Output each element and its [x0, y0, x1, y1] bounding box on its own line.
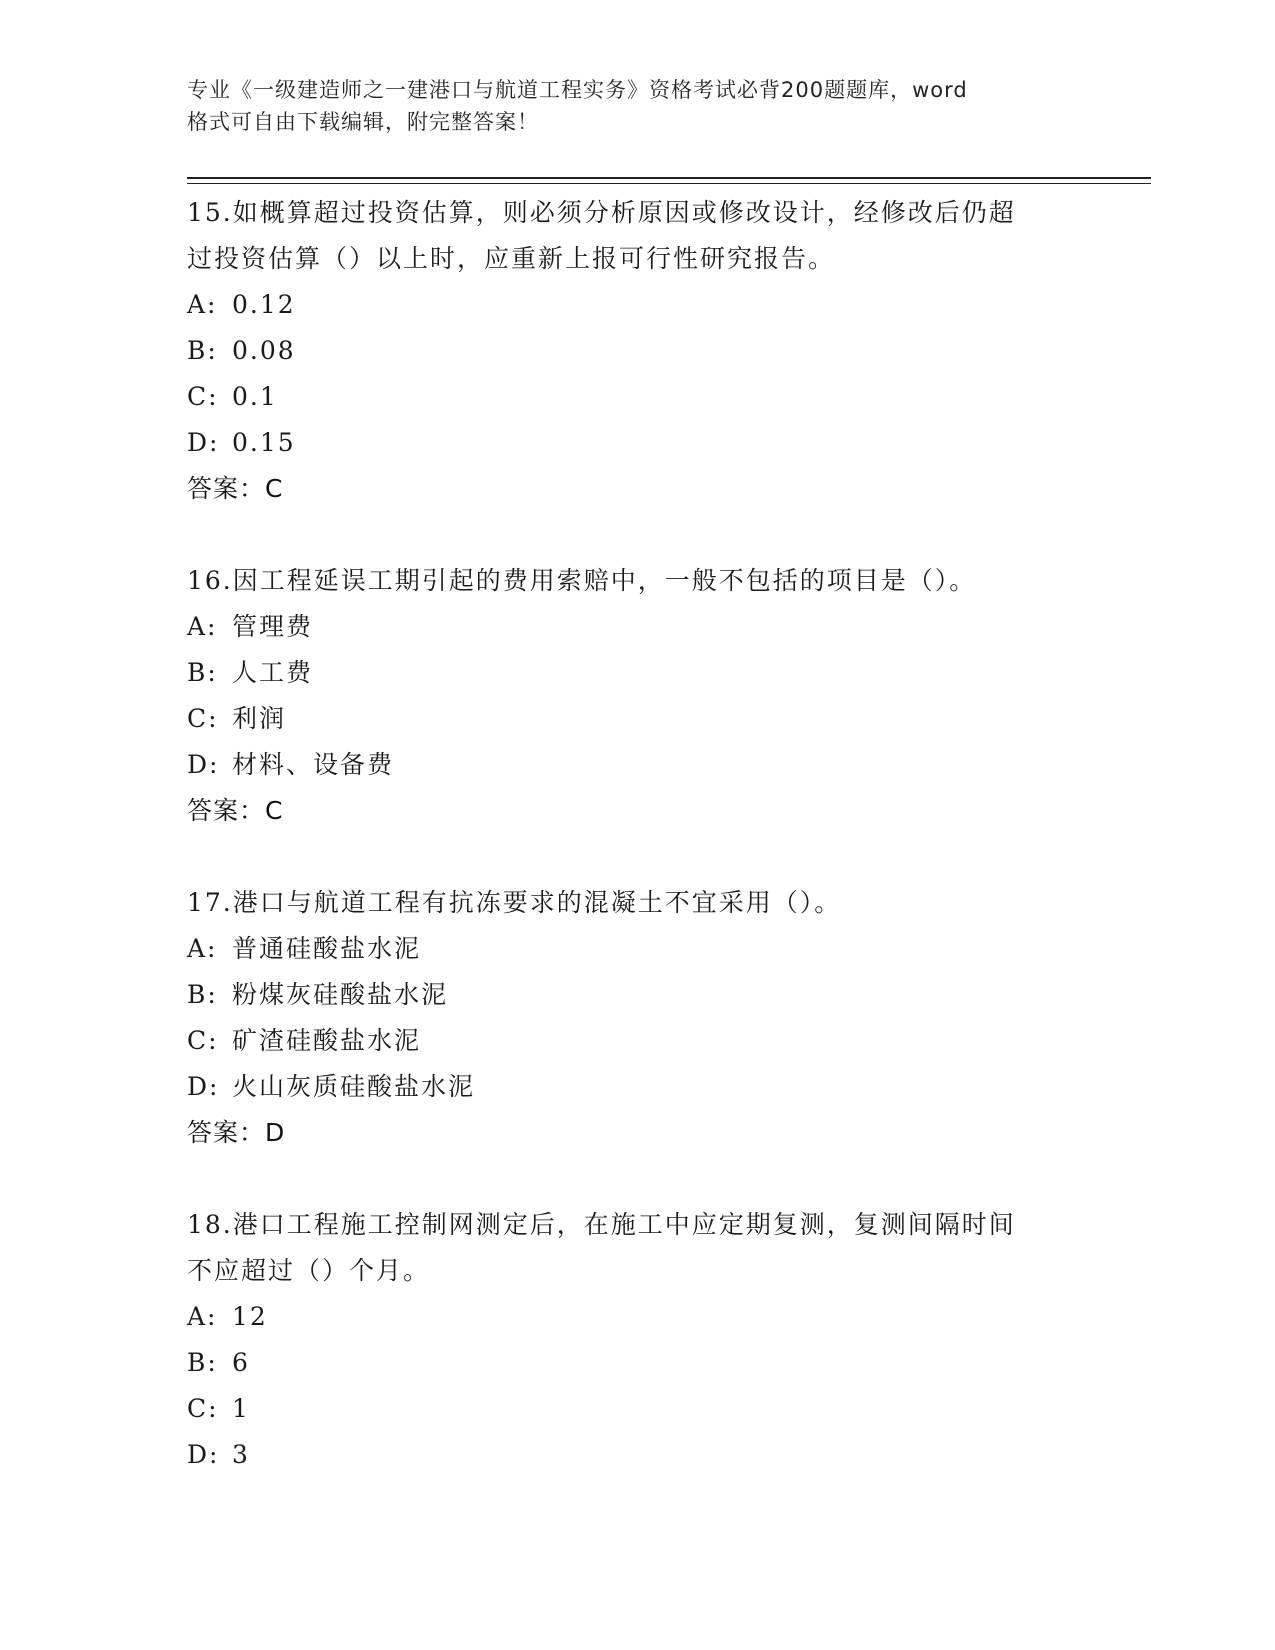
option-label: B:	[187, 980, 218, 1009]
question-stem-line: 不应超过（）个月。	[187, 1256, 431, 1285]
option-a	[187, 604, 1087, 650]
option-text: 普通硅酸盐水泥	[232, 934, 422, 963]
option-c	[187, 374, 1087, 420]
header-line-2: 格式可自由下载编辑，附完整答案！	[187, 110, 539, 134]
option-label: A:	[187, 934, 218, 963]
option-text: 管理费	[232, 612, 314, 641]
option-label: D:	[187, 1440, 220, 1469]
option-label: D:	[187, 428, 220, 457]
option-label: A:	[187, 1302, 218, 1331]
spacer	[187, 834, 1087, 880]
option-text: 3	[232, 1440, 250, 1469]
option-a	[187, 1294, 1087, 1340]
document-header	[187, 74, 1087, 138]
option-text: 0.15	[232, 428, 296, 457]
option-text: 6	[232, 1348, 250, 1377]
option-c	[187, 696, 1087, 742]
option-label: B:	[187, 336, 218, 365]
answer: 答案：C	[187, 796, 284, 825]
option-text: 矿渣硅酸盐水泥	[232, 1026, 422, 1055]
option-text: 0.12	[232, 290, 296, 319]
answer: 答案：D	[187, 1118, 286, 1147]
option-label: C:	[187, 704, 219, 733]
header-divider-thin	[187, 183, 1151, 184]
option-label: A:	[187, 612, 218, 641]
option-a	[187, 926, 1087, 972]
option-text: 粉煤灰硅酸盐水泥	[232, 980, 449, 1009]
option-c	[187, 1018, 1087, 1064]
question-list	[187, 190, 1087, 1478]
question-16	[187, 558, 1087, 834]
spacer	[187, 512, 1087, 558]
option-text: 12	[232, 1302, 268, 1331]
option-d	[187, 420, 1087, 466]
question-stem-line: 15.如概算超过投资估算，则必须分析原因或修改设计，经修改后仍超	[187, 198, 1016, 227]
option-label: B:	[187, 1348, 218, 1377]
option-text: 火山灰质硅酸盐水泥	[232, 1072, 476, 1101]
option-b	[187, 1340, 1087, 1386]
option-text: 0.1	[232, 382, 278, 411]
option-b	[187, 972, 1087, 1018]
option-label: C:	[187, 1026, 219, 1055]
spacer	[187, 1156, 1087, 1202]
option-b	[187, 650, 1087, 696]
option-label: B:	[187, 658, 218, 687]
option-text: 1	[232, 1394, 250, 1423]
question-17	[187, 880, 1087, 1156]
question-15	[187, 190, 1087, 512]
option-a	[187, 282, 1087, 328]
option-d	[187, 742, 1087, 788]
option-text: 利润	[232, 704, 287, 733]
answer: 答案：C	[187, 474, 284, 503]
option-b	[187, 328, 1087, 374]
question-18	[187, 1202, 1087, 1478]
option-label: C:	[187, 1394, 219, 1423]
header-line-1: 专业《一级建造师之一建港口与航道工程实务》资格考试必背200题题库，word	[187, 78, 968, 102]
header-divider-thick	[187, 177, 1151, 179]
option-text: 材料、设备费	[232, 750, 395, 779]
option-text: 人工费	[232, 658, 314, 687]
option-d	[187, 1064, 1087, 1110]
option-label: D:	[187, 750, 220, 779]
option-label: C:	[187, 382, 219, 411]
question-stem-line: 过投资估算（）以上时，应重新上报可行性研究报告。	[187, 244, 836, 273]
option-c	[187, 1386, 1087, 1432]
question-stem-line: 16.因工程延误工期引起的费用索赔中，一般不包括的项目是（）。	[187, 566, 977, 595]
question-stem-line: 17.港口与航道工程有抗冻要求的混凝土不宜采用（）。	[187, 888, 842, 917]
option-d	[187, 1432, 1087, 1478]
option-label: A:	[187, 290, 218, 319]
option-label: D:	[187, 1072, 220, 1101]
option-text: 0.08	[232, 336, 296, 365]
question-stem-line: 18.港口工程施工控制网测定后，在施工中应定期复测，复测间隔时间	[187, 1210, 1016, 1239]
